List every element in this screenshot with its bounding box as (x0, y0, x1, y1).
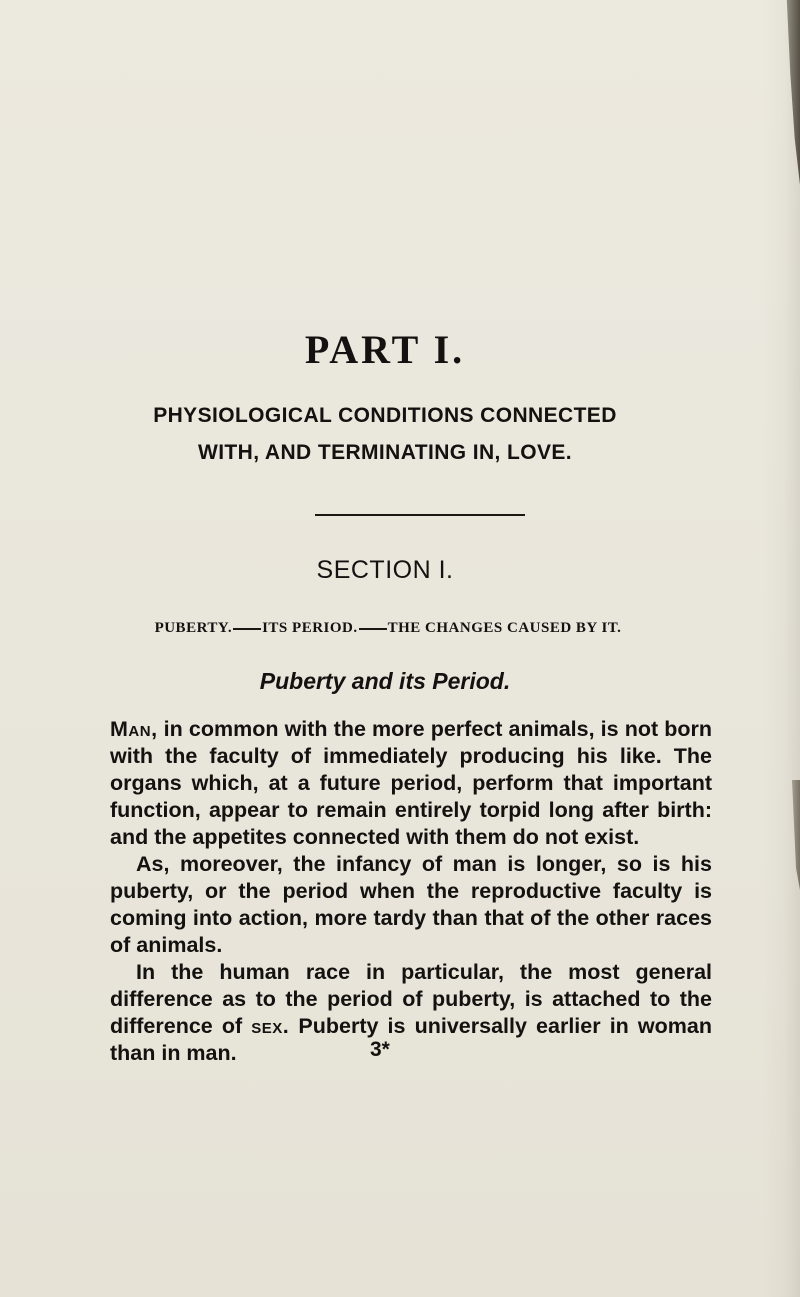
section-subheads (0, 620, 776, 637)
section-title: SECTION I. (316, 556, 454, 584)
signature-mark: 3* (370, 1038, 390, 1061)
paragraph-3-text-end: Puberty is universally earlier in woman than in man. (110, 1014, 712, 1065)
part-title: PART I. (304, 327, 466, 372)
horizontal-rule (315, 514, 525, 516)
subhead-puberty: PUBERTY. (154, 620, 233, 636)
paragraph-lead-word: Man, (110, 717, 158, 741)
paragraph-3 (110, 959, 712, 1067)
paragraph-2: As, moreover, the infancy of man is longer, so is his puberty, or the period when the reproductive faculty is coming into action, more tardy than that of the other races of animals. (110, 852, 712, 957)
chapter-heading-line-1: PHYSIOLOGICAL CONDITIONS CONNECTED (153, 404, 617, 427)
chapter-heading-line-2: WITH, AND TERMINATING IN, LOVE. (197, 441, 573, 464)
emphasis-sex: sex. (251, 1014, 290, 1038)
page-edge-shadow (762, 0, 800, 1297)
em-dash-rule (233, 628, 261, 630)
subsection-title: Puberty and its Period. (259, 668, 511, 694)
paragraph-3-text-start: In the human race in particular, the most general difference as to the period of puberty, is attached to the difference of (110, 960, 712, 1038)
paragraph-1 (110, 716, 712, 851)
body-text (110, 716, 712, 1067)
paragraph-1-text: in common with the more perfect animals, is not born with the faculty of immediately producing his like. The organs which, at a future period, perform that important function, appear to remain entirely torpid long after birth: and the appetites connected with them do not exist. (110, 717, 712, 849)
subhead-its-period: ITS PERIOD. (262, 620, 358, 636)
subhead-changes: THE CHANGES CAUSED BY IT. (387, 620, 622, 636)
em-dash-rule (359, 628, 387, 630)
chapter-heading (0, 397, 770, 471)
